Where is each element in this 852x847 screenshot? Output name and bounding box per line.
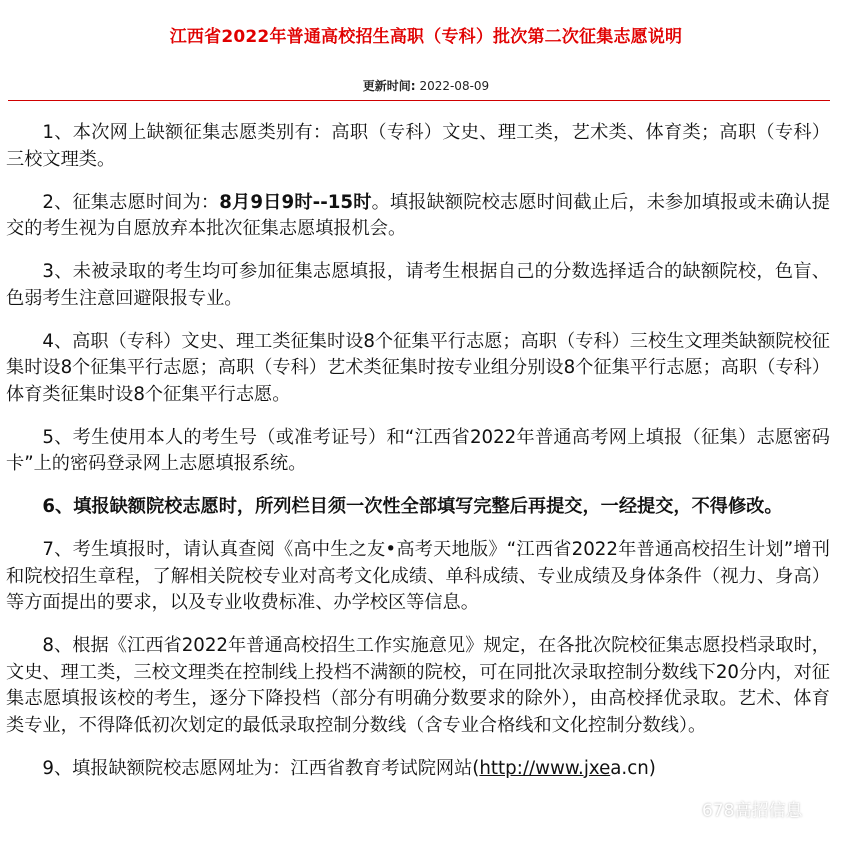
paragraph-2 [6, 190, 830, 243]
header-divider [8, 100, 830, 101]
paragraph-2-rest: 。填报缺额院校志愿时间截止后，未参加填报或未确认提交的考生视为自愿放弃本批次征集志愿填报机会。 [6, 191, 830, 239]
paragraph-5: 5、考生使用本人的考生号（或准考证号）和“江西省2022年普通高考网上填报（征集）志愿密码卡”上的密码登录网上志愿填报系统。 [6, 426, 830, 474]
watermark-text: 678高招信息 [702, 800, 803, 821]
website-link[interactable]: http://www.jxe [479, 757, 611, 779]
paragraph-9 [6, 756, 830, 783]
page-title: 江西省2022年普通高校招生高职（专科）批次第二次征集志愿说明 [169, 27, 683, 47]
paragraph-8: 8、根据《江西省2022年普通高校招生工作实施意见》规定，在各批次院校征集志愿投档录取时，文史、理工类，三校文理类在控制线上投档不满额的院校，可在同批次录取控制分数线下20分内，对征集志愿填报该校的考生，逐分下降投档（部分有明确分数要求的除外），由高校择优录取。艺术、体育类专业，不得降低初次划定的最低录取控制分数线（含专业合格线和文化控制分数线）。 [6, 635, 830, 736]
paragraph-3: 3、未被录取的考生均可参加征集志愿填报，请考生根据自己的分数选择适合的缺额院校，色盲、色弱考生注意回避限报专业。 [6, 261, 830, 309]
paragraph-1: 1、本次网上缺额征集志愿类别有：高职（专科）文史、理工类，艺术类、体育类；高职（专科）三校文理类。 [6, 122, 830, 170]
deadline-time: 8月9日9时--15时 [219, 191, 372, 213]
paragraph-9-lead: 9、填报缺额院校志愿网址为：江西省教育考试院网站( [42, 757, 480, 779]
update-time [0, 77, 852, 94]
paragraph-4: 4、高职（专科）文史、理工类征集时设8个征集平行志愿；高职（专科）三校生文理类缺额院校征集时设8个征集平行志愿；高职（专科）艺术类征集时按专业组分别设8个征集平行志愿；高职（专科）体育类征集时设8个征集平行志愿。 [6, 330, 830, 405]
update-time-label: 更新时间: [362, 79, 416, 93]
paragraph-2-lead: 2、征集志愿时间为： [42, 191, 220, 213]
paragraph-6: 6、填报缺额院校志愿时，所列栏目须一次性全部填写完整后再提交，一经提交，不得修改。 [42, 496, 783, 517]
watermark [674, 796, 802, 820]
wechat-icon [674, 797, 696, 819]
update-time-value: 2022-08-09 [419, 79, 490, 93]
article-body [6, 120, 830, 799]
paragraph-9-tail: a.cn) [610, 757, 656, 779]
paragraph-7: 7、考生填报时，请认真查阅《高中生之友•高考天地版》“江西省2022年普通高校招生计划”增刊和院校招生章程，了解相关院校专业对高考文化成绩、单科成绩、专业成绩及身体条件（视力、身高）等方面提出的要求，以及专业收费标准、办学校区等信息。 [6, 539, 830, 613]
